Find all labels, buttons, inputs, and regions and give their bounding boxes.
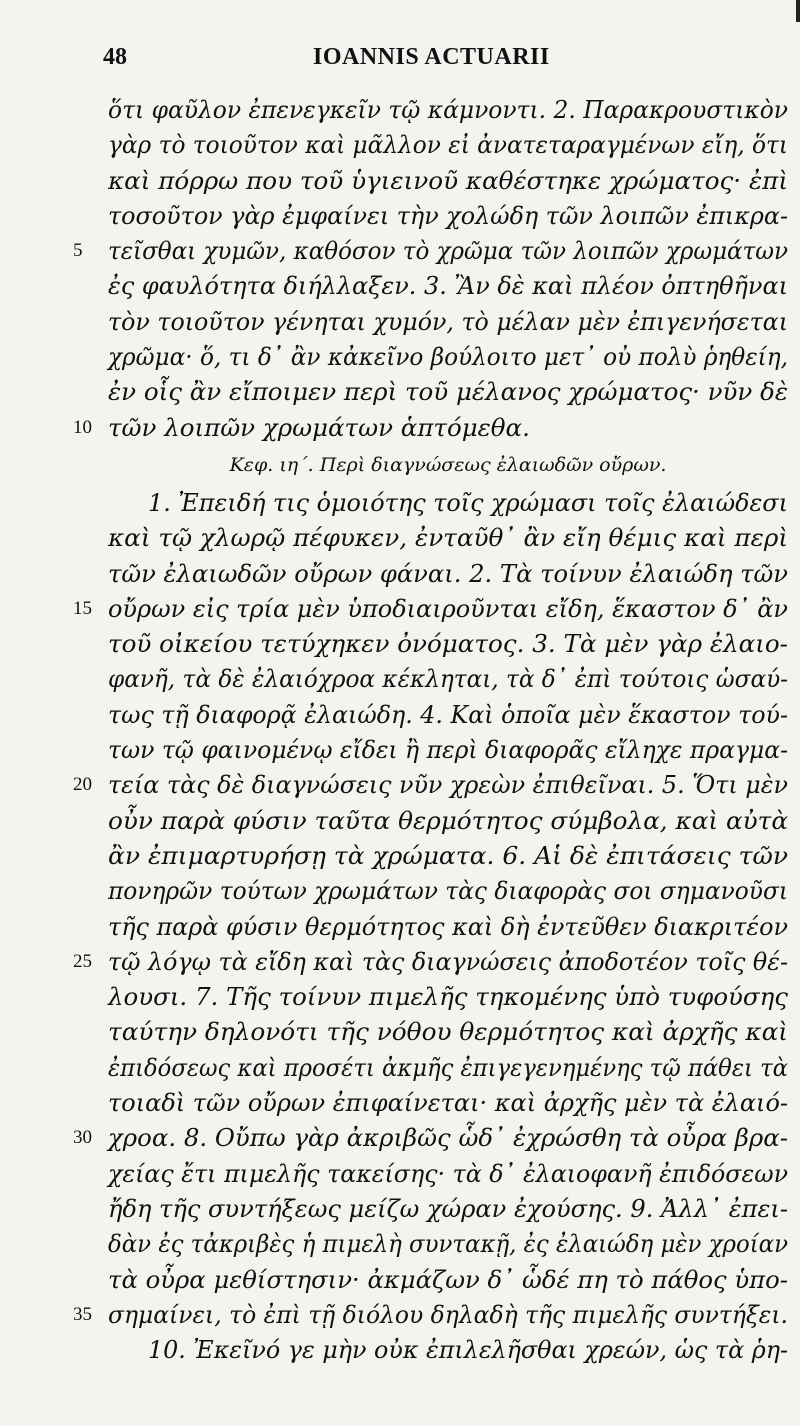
line-text: ἂν ἐπιμαρτυρήσῃ τὰ χρώματα. 6. Αἱ δὲ ἐπιτάσεις τῶν <box>108 840 788 870</box>
page-number: 48 <box>103 44 127 70</box>
line-text: τὸν τοιοῦτον γένηται χυμόν, τὸ μέλαν μὲν ἐπιγενήσεται <box>108 306 788 336</box>
running-header <box>0 44 800 84</box>
main-text <box>73 92 788 1367</box>
text-line <box>108 661 788 696</box>
text-line <box>108 1050 788 1085</box>
line-text: οὔρων εἰς τρία μὲν ὑποδιαιροῦνται εἴδη, ἕκαστον δ᾽ ἂν <box>108 593 788 623</box>
text-line <box>108 838 788 873</box>
line-text: χροα. 8. Οὔπω γὰρ ἀκριβῶς ὧδ᾽ ἐχρώσθη τὰ οὖρα βρα- <box>108 1123 788 1153</box>
text-line <box>108 873 788 908</box>
text-line <box>108 1014 788 1049</box>
line-text: των τῷ φαινομένῳ εἴδει ἢ περὶ διαφορᾶς εἴληχε πραγμα- <box>108 735 788 765</box>
text-line <box>108 268 788 303</box>
line-text: καὶ πόρρω που τοῦ ὑγιεινοῦ καθέστηκε χρώματος· ἐπὶ <box>108 165 788 195</box>
text-line <box>108 198 788 233</box>
text-line <box>108 979 788 1014</box>
line-number: 30 <box>73 1127 92 1149</box>
text-line <box>108 374 788 409</box>
text-line <box>108 909 788 944</box>
text-line <box>108 1156 788 1191</box>
line-text: τως τῇ διαφορᾷ ἐλαιώδη. 4. Καὶ ὁποῖα μὲν ἕκαστον τού- <box>108 699 788 729</box>
line-text: ἐν οἷς ἂν εἴποιμεν περὶ τοῦ μέλανος χρώματος· νῦν δὲ <box>108 377 788 407</box>
text-line <box>108 485 788 520</box>
line-number: 35 <box>73 1303 92 1325</box>
text-line <box>108 1191 788 1226</box>
line-number: 15 <box>73 597 92 619</box>
line-text: σημαίνει, τὸ ἐπὶ τῇ διόλου δηλαδὴ τῆς πιμελῆς συντήξει. <box>108 1299 788 1329</box>
chapter-heading: Κεφ. ιη΄. Περὶ διαγνώσεως ἐλαιωδῶν οὔρων. <box>229 453 667 476</box>
line-text: τοσοῦτον γὰρ ἐμφαίνει τὴν χολώδη τῶν λοιπῶν ἐπικρα- <box>108 200 788 230</box>
line-text: λουσι. 7. Τῆς τοίνυν πιμελῆς τηκομένης ὑπὸ τυφούσης <box>108 982 788 1012</box>
line-text: τεία τὰς δὲ διαγνώσεις νῦν χρεὼν ἐπιθεῖναι. 5. Ὅτι μὲν <box>108 770 788 800</box>
line-number: 5 <box>73 240 83 262</box>
text-line <box>108 556 788 591</box>
text-line <box>108 163 788 198</box>
line-text: τῷ λόγῳ τὰ εἴδη καὶ τὰς διαγνώσεις ἀποδοτέον τοῖς θέ- <box>108 946 788 976</box>
text-line <box>108 339 788 374</box>
text-line <box>73 591 788 626</box>
text-line <box>108 520 788 555</box>
text-line <box>108 697 788 732</box>
line-text: ἤδη τῆς συντήξεως μείζω χώραν ἐχούσης. 9. Ἀλλ᾽ ἐπει- <box>108 1193 788 1223</box>
text-line <box>108 92 788 127</box>
text-line <box>108 1332 788 1367</box>
line-number: 20 <box>73 774 92 796</box>
line-text: τοῦ οἰκείου τετύχηκεν ὀνόματος. 3. Τὰ μὲν γὰρ ἐλαιο- <box>108 629 788 659</box>
text-line <box>108 803 788 838</box>
line-text: δὰν ἐς τἀκριβὲς ἡ πιμελὴ συντακῇ, ἐς ἐλαιώδη μὲν χροίαν <box>108 1229 788 1259</box>
text-line <box>108 304 788 339</box>
line-text: 1. Ἐπειδή τις ὁμοιότης τοῖς χρώμασι τοῖς ἐλαιώδεσι <box>148 487 788 517</box>
text-line <box>108 127 788 162</box>
page-edge-mark <box>796 0 800 22</box>
line-text: τῶν ἐλαιωδῶν οὔρων φάναι. 2. Τὰ τοίνυν ἐλαιώδη τῶν <box>108 558 788 588</box>
line-text: καὶ τῷ χλωρῷ πέφυκεν, ἐνταῦθ᾽ ἂν εἴη θέμις καὶ περὶ <box>108 523 788 553</box>
line-text: ἐς φαυλότητα διήλλαξεν. 3. Ἂν δὲ καὶ πλέον ὀπτηθῆναι <box>108 271 788 301</box>
line-text: τοιαδὶ τῶν οὔρων ἐπιφαίνεται· καὶ ἀρχῆς μὲν τὰ ἐλαιό- <box>108 1088 788 1118</box>
running-title: IOANNIS ACTUARII <box>313 44 550 70</box>
text-line <box>108 1226 788 1261</box>
line-text: γὰρ τὸ τοιοῦτον καὶ μᾶλλον εἰ ἀνατεταραγμένων εἴη, ὅτι <box>108 130 788 160</box>
text-line <box>73 767 788 802</box>
line-number: 10 <box>73 416 92 438</box>
text-line <box>73 1120 788 1155</box>
line-text: οὖν παρὰ φύσιν ταῦτα θερμότητος σύμβολα, καὶ αὐτὰ <box>108 805 788 835</box>
line-text: τῆς παρὰ φύσιν θερμότητος καὶ δὴ ἐντεῦθεν διακριτέον <box>108 911 788 941</box>
line-text: φανῆ, τὰ δὲ ἐλαιόχροα κέκληται, τὰ δ᾽ ἐπὶ τούτοις ὡσαύ- <box>108 664 788 694</box>
line-text: ταύτην δηλονότι τῆς νόθου θερμότητος καὶ ἀρχῆς καὶ <box>108 1017 788 1047</box>
line-text: χείας ἔτι πιμελῆς τακείσης· τὰ δ᾽ ἐλαιοφανῆ ἐπιδόσεων <box>108 1158 788 1188</box>
text-line <box>108 732 788 767</box>
line-text: τῶν λοιπῶν χρωμάτων ἁπτόμεθα. <box>108 412 530 442</box>
text-line <box>108 1262 788 1297</box>
text-line <box>73 233 788 268</box>
line-text: ἐπιδόσεως καὶ προσέτι ἀκμῆς ἐπιγεγενημένης τῷ πάθει τὰ <box>108 1052 788 1082</box>
line-text: ὅτι φαῦλον ἐπενεγκεῖν τῷ κάμνοντι. 2. Παρακρουστικὸν <box>108 95 788 124</box>
text-line <box>73 1297 788 1332</box>
line-text: τὰ οὖρα μεθίστησιν· ἀκμάζων δ᾽ ὧδέ πη τὸ πάθος ὑπο- <box>108 1264 788 1294</box>
line-text: χρῶμα· ὅ, τι δ᾽ ἂν κἀκεῖνο βούλοιτο μετ᾽ οὐ πολὺ ῥηθείη, <box>108 342 788 372</box>
line-text: τεῖσθαι χυμῶν, καθόσον τὸ χρῶμα τῶν λοιπῶν χρωμάτων <box>108 236 788 266</box>
text-line <box>108 1085 788 1120</box>
text-line <box>73 410 788 445</box>
line-text: πονηρῶν τούτων χρωμάτων τὰς διαφορὰς σοι σημανοῦσι <box>108 876 788 906</box>
text-line <box>73 944 788 979</box>
text-line <box>108 626 788 661</box>
line-number: 25 <box>73 950 92 972</box>
line-text: 10. Ἐκεῖνό γε μὴν οὐκ ἐπιλελῆσθαι χρεών, ὡς τὰ ῥη- <box>148 1335 788 1365</box>
